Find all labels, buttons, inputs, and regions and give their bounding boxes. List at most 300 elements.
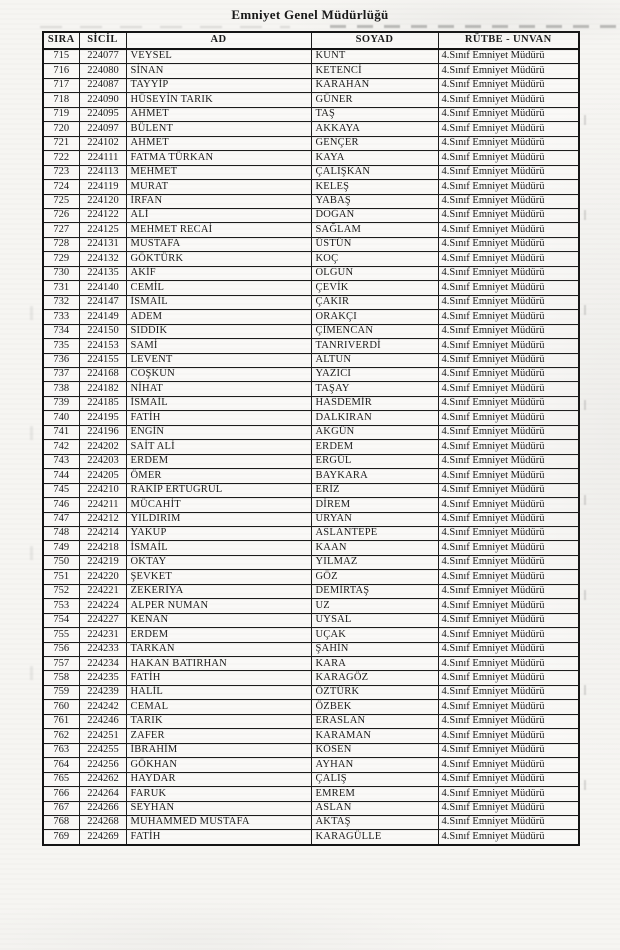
scan-artifact: [40, 26, 290, 28]
cell-sicil: 224221: [79, 584, 126, 598]
cell-sicil: 224224: [79, 599, 126, 613]
cell-rutbe: 4.Sınıf Emniyet Müdürü: [438, 78, 579, 92]
table-row: [43, 237, 579, 251]
cell-soyad: AKKAYA: [311, 122, 438, 136]
table-row: [43, 772, 579, 786]
cell-soyad: KARAGÜLLE: [311, 830, 438, 845]
table-header: [43, 32, 579, 49]
cell-sira: 748: [43, 526, 79, 540]
cell-sira: 723: [43, 165, 79, 179]
table-row: [43, 295, 579, 309]
cell-soyad: KARAMAN: [311, 729, 438, 743]
cell-ad: İSMAİL: [126, 295, 311, 309]
personnel-table: [42, 31, 580, 846]
table-row: [43, 324, 579, 338]
cell-sicil: 224205: [79, 469, 126, 483]
cell-rutbe: 4.Sınıf Emniyet Müdürü: [438, 266, 579, 280]
cell-rutbe: 4.Sınıf Emniyet Müdürü: [438, 469, 579, 483]
cell-sira: 753: [43, 599, 79, 613]
cell-soyad: KETENCİ: [311, 64, 438, 78]
cell-rutbe: 4.Sınıf Emniyet Müdürü: [438, 483, 579, 497]
cell-sira: 765: [43, 772, 79, 786]
cell-sira: 766: [43, 787, 79, 801]
cell-soyad: ÇAKIR: [311, 295, 438, 309]
cell-sira: 769: [43, 830, 79, 845]
scan-artifact: [584, 90, 586, 790]
cell-sicil: 224120: [79, 194, 126, 208]
cell-soyad: ÇİMENCAN: [311, 324, 438, 338]
cell-ad: YILDIRIM: [126, 512, 311, 526]
cell-rutbe: 4.Sınıf Emniyet Müdürü: [438, 252, 579, 266]
cell-ad: ADEM: [126, 310, 311, 324]
cell-sicil: 224220: [79, 570, 126, 584]
cell-sira: 752: [43, 584, 79, 598]
cell-soyad: DOĞAN: [311, 208, 438, 222]
cell-soyad: OLGUN: [311, 266, 438, 280]
cell-sicil: 224196: [79, 425, 126, 439]
cell-rutbe: 4.Sınıf Emniyet Müdürü: [438, 440, 579, 454]
table-row: [43, 194, 579, 208]
table-row: [43, 685, 579, 699]
table-row: [43, 541, 579, 555]
cell-sira: 715: [43, 49, 79, 64]
table-row: [43, 483, 579, 497]
cell-ad: SİNAN: [126, 64, 311, 78]
cell-sicil: 224235: [79, 671, 126, 685]
cell-sicil: 224090: [79, 93, 126, 107]
table-row: [43, 743, 579, 757]
cell-sira: 717: [43, 78, 79, 92]
cell-soyad: DALKIRAN: [311, 411, 438, 425]
table-row: [43, 281, 579, 295]
cell-ad: AHMET: [126, 107, 311, 121]
cell-sicil: 224150: [79, 324, 126, 338]
cell-ad: İRFAN: [126, 194, 311, 208]
cell-sicil: 224077: [79, 49, 126, 64]
cell-sicil: 224212: [79, 512, 126, 526]
cell-soyad: BAYKARA: [311, 469, 438, 483]
scan-artifact: [330, 25, 618, 28]
cell-ad: GÖKTÜRK: [126, 252, 311, 266]
cell-rutbe: 4.Sınıf Emniyet Müdürü: [438, 772, 579, 786]
cell-sira: 750: [43, 555, 79, 569]
cell-ad: OKTAY: [126, 555, 311, 569]
cell-sicil: 224255: [79, 743, 126, 757]
table-row: [43, 382, 579, 396]
cell-sicil: 224246: [79, 714, 126, 728]
cell-sicil: 224087: [79, 78, 126, 92]
table-row: [43, 498, 579, 512]
cell-soyad: ŞAHİN: [311, 642, 438, 656]
cell-soyad: AYHAN: [311, 758, 438, 772]
table-row: [43, 151, 579, 165]
cell-ad: SAMİ: [126, 339, 311, 353]
cell-rutbe: 4.Sınıf Emniyet Müdürü: [438, 382, 579, 396]
cell-sicil: 224242: [79, 700, 126, 714]
cell-sira: 724: [43, 180, 79, 194]
cell-sicil: 224210: [79, 483, 126, 497]
cell-rutbe: 4.Sınıf Emniyet Müdürü: [438, 700, 579, 714]
cell-ad: MÜCAHİT: [126, 498, 311, 512]
table-row: [43, 266, 579, 280]
cell-sicil: 224097: [79, 122, 126, 136]
cell-rutbe: 4.Sınıf Emniyet Müdürü: [438, 454, 579, 468]
cell-rutbe: 4.Sınıf Emniyet Müdürü: [438, 223, 579, 237]
cell-soyad: ERASLAN: [311, 714, 438, 728]
cell-soyad: KUNT: [311, 49, 438, 64]
cell-sicil: 224227: [79, 613, 126, 627]
cell-sira: 721: [43, 136, 79, 150]
cell-sicil: 224219: [79, 555, 126, 569]
cell-sira: 728: [43, 237, 79, 251]
cell-sira: 725: [43, 194, 79, 208]
cell-soyad: YAZICI: [311, 367, 438, 381]
table-row: [43, 599, 579, 613]
cell-sira: 746: [43, 498, 79, 512]
cell-rutbe: 4.Sınıf Emniyet Müdürü: [438, 367, 579, 381]
cell-sicil: 224153: [79, 339, 126, 353]
cell-soyad: ÜSTÜN: [311, 237, 438, 251]
cell-rutbe: 4.Sınıf Emniyet Müdürü: [438, 122, 579, 136]
cell-ad: COŞKUN: [126, 367, 311, 381]
table-row: [43, 165, 579, 179]
cell-sira: 730: [43, 266, 79, 280]
cell-soyad: ALTUN: [311, 353, 438, 367]
cell-rutbe: 4.Sınıf Emniyet Müdürü: [438, 584, 579, 598]
cell-ad: HÜSEYİN TARIK: [126, 93, 311, 107]
cell-ad: HAKAN BATIRHAN: [126, 657, 311, 671]
cell-rutbe: 4.Sınıf Emniyet Müdürü: [438, 613, 579, 627]
table-row: [43, 613, 579, 627]
table-row: [43, 440, 579, 454]
cell-rutbe: 4.Sınıf Emniyet Müdürü: [438, 729, 579, 743]
cell-soyad: TANRIVERDİ: [311, 339, 438, 353]
cell-sira: 759: [43, 685, 79, 699]
cell-rutbe: 4.Sınıf Emniyet Müdürü: [438, 339, 579, 353]
cell-sicil: 224211: [79, 498, 126, 512]
cell-sira: 732: [43, 295, 79, 309]
cell-ad: İSMAİL: [126, 396, 311, 410]
table-body: [43, 49, 579, 845]
cell-ad: VEYSEL: [126, 49, 311, 64]
table-row: [43, 758, 579, 772]
cell-rutbe: 4.Sınıf Emniyet Müdürü: [438, 64, 579, 78]
cell-sicil: 224251: [79, 729, 126, 743]
cell-ad: ALPER NUMAN: [126, 599, 311, 613]
page-title: Emniyet Genel Müdürlüğü: [231, 7, 389, 22]
cell-soyad: TAŞ: [311, 107, 438, 121]
cell-soyad: ERGÜL: [311, 454, 438, 468]
cell-ad: MEHMET: [126, 165, 311, 179]
cell-sira: 719: [43, 107, 79, 121]
cell-rutbe: 4.Sınıf Emniyet Müdürü: [438, 237, 579, 251]
cell-sira: 727: [43, 223, 79, 237]
table-row: [43, 700, 579, 714]
cell-ad: FARUK: [126, 787, 311, 801]
cell-soyad: KARAHAN: [311, 78, 438, 92]
cell-sicil: 224269: [79, 830, 126, 845]
cell-ad: ERDEM: [126, 628, 311, 642]
cell-ad: ŞEVKET: [126, 570, 311, 584]
cell-sira: 739: [43, 396, 79, 410]
cell-sicil: 224131: [79, 237, 126, 251]
table-row: [43, 208, 579, 222]
table-row: [43, 512, 579, 526]
cell-soyad: UYSAL: [311, 613, 438, 627]
cell-rutbe: 4.Sınıf Emniyet Müdürü: [438, 281, 579, 295]
cell-ad: ERDEM: [126, 454, 311, 468]
cell-rutbe: 4.Sınıf Emniyet Müdürü: [438, 685, 579, 699]
cell-ad: FATMA TÜRKAN: [126, 151, 311, 165]
cell-sicil: 224080: [79, 64, 126, 78]
cell-sira: 767: [43, 801, 79, 815]
table-row: [43, 136, 579, 150]
cell-soyad: AKGÜN: [311, 425, 438, 439]
cell-sira: 744: [43, 469, 79, 483]
cell-soyad: KAAN: [311, 541, 438, 555]
cell-rutbe: 4.Sınıf Emniyet Müdürü: [438, 49, 579, 64]
column-header-rutbe: RÜTBE - UNVAN: [438, 32, 579, 49]
cell-rutbe: 4.Sınıf Emniyet Müdürü: [438, 743, 579, 757]
cell-soyad: HASDEMİR: [311, 396, 438, 410]
cell-ad: CEMİL: [126, 281, 311, 295]
cell-soyad: KÖSEN: [311, 743, 438, 757]
cell-soyad: GÖZ: [311, 570, 438, 584]
column-header-ad: AD: [126, 32, 311, 49]
cell-rutbe: 4.Sınıf Emniyet Müdürü: [438, 324, 579, 338]
cell-soyad: ERİZ: [311, 483, 438, 497]
cell-sicil: 224231: [79, 628, 126, 642]
cell-sicil: 224262: [79, 772, 126, 786]
cell-sicil: 224185: [79, 396, 126, 410]
cell-rutbe: 4.Sınıf Emniyet Müdürü: [438, 425, 579, 439]
table-row: [43, 555, 579, 569]
cell-sicil: 224268: [79, 816, 126, 830]
table-row: [43, 78, 579, 92]
cell-sira: 762: [43, 729, 79, 743]
cell-sicil: 224155: [79, 353, 126, 367]
column-header-sicil: SİCİL: [79, 32, 126, 49]
cell-sicil: 224125: [79, 223, 126, 237]
cell-rutbe: 4.Sınıf Emniyet Müdürü: [438, 295, 579, 309]
cell-soyad: ERDEM: [311, 440, 438, 454]
cell-sicil: 224122: [79, 208, 126, 222]
cell-soyad: KELEŞ: [311, 180, 438, 194]
cell-soyad: DEMİRTAŞ: [311, 584, 438, 598]
cell-ad: ENGİN: [126, 425, 311, 439]
table-row: [43, 816, 579, 830]
personnel-table-container: [42, 31, 578, 846]
cell-rutbe: 4.Sınıf Emniyet Müdürü: [438, 353, 579, 367]
table-row: [43, 454, 579, 468]
cell-soyad: DİREM: [311, 498, 438, 512]
cell-soyad: ÇEVİK: [311, 281, 438, 295]
table-row: [43, 570, 579, 584]
cell-soyad: YILMAZ: [311, 555, 438, 569]
table-row: [43, 107, 579, 121]
cell-rutbe: 4.Sınıf Emniyet Müdürü: [438, 801, 579, 815]
cell-rutbe: 4.Sınıf Emniyet Müdürü: [438, 816, 579, 830]
cell-rutbe: 4.Sınıf Emniyet Müdürü: [438, 642, 579, 656]
cell-rutbe: 4.Sınıf Emniyet Müdürü: [438, 787, 579, 801]
cell-rutbe: 4.Sınıf Emniyet Müdürü: [438, 599, 579, 613]
cell-rutbe: 4.Sınıf Emniyet Müdürü: [438, 93, 579, 107]
cell-soyad: KARAGÖZ: [311, 671, 438, 685]
cell-ad: NİHAT: [126, 382, 311, 396]
cell-ad: AHMET: [126, 136, 311, 150]
cell-sira: 763: [43, 743, 79, 757]
cell-sicil: 224195: [79, 411, 126, 425]
cell-soyad: UZ: [311, 599, 438, 613]
cell-ad: RAKİP ERTUĞRUL: [126, 483, 311, 497]
cell-sira: 754: [43, 613, 79, 627]
cell-ad: MURAT: [126, 180, 311, 194]
cell-sira: 757: [43, 657, 79, 671]
cell-ad: MUHAMMED MUSTAFA: [126, 816, 311, 830]
cell-rutbe: 4.Sınıf Emniyet Müdürü: [438, 570, 579, 584]
cell-ad: ZAFER: [126, 729, 311, 743]
cell-sicil: 224113: [79, 165, 126, 179]
cell-rutbe: 4.Sınıf Emniyet Müdürü: [438, 758, 579, 772]
cell-sira: 761: [43, 714, 79, 728]
table-row: [43, 93, 579, 107]
cell-soyad: UÇAK: [311, 628, 438, 642]
cell-rutbe: 4.Sınıf Emniyet Müdürü: [438, 628, 579, 642]
cell-sira: 742: [43, 440, 79, 454]
cell-sira: 740: [43, 411, 79, 425]
table-row: [43, 830, 579, 845]
cell-soyad: AKTAŞ: [311, 816, 438, 830]
table-header-row: [43, 32, 579, 49]
cell-sira: 741: [43, 425, 79, 439]
cell-soyad: KAYA: [311, 151, 438, 165]
cell-sira: 731: [43, 281, 79, 295]
cell-sira: 722: [43, 151, 79, 165]
cell-sicil: 224218: [79, 541, 126, 555]
cell-sicil: 224132: [79, 252, 126, 266]
table-row: [43, 310, 579, 324]
cell-ad: LEVENT: [126, 353, 311, 367]
cell-sira: 737: [43, 367, 79, 381]
cell-rutbe: 4.Sınıf Emniyet Müdürü: [438, 671, 579, 685]
cell-rutbe: 4.Sınıf Emniyet Müdürü: [438, 151, 579, 165]
cell-rutbe: 4.Sınıf Emniyet Müdürü: [438, 310, 579, 324]
table-row: [43, 223, 579, 237]
cell-sira: 735: [43, 339, 79, 353]
cell-ad: ZEKERİYA: [126, 584, 311, 598]
cell-rutbe: 4.Sınıf Emniyet Müdürü: [438, 180, 579, 194]
cell-soyad: ASLANTEPE: [311, 526, 438, 540]
column-header-sira: SIRA: [43, 32, 79, 49]
cell-rutbe: 4.Sınıf Emniyet Müdürü: [438, 165, 579, 179]
cell-ad: MUSTAFA: [126, 237, 311, 251]
cell-ad: CEMAL: [126, 700, 311, 714]
cell-ad: GÖKHAN: [126, 758, 311, 772]
cell-ad: MEHMET RECAİ: [126, 223, 311, 237]
cell-sicil: 224256: [79, 758, 126, 772]
table-row: [43, 714, 579, 728]
table-row: [43, 787, 579, 801]
table-row: [43, 252, 579, 266]
cell-soyad: TAŞAY: [311, 382, 438, 396]
table-row: [43, 671, 579, 685]
cell-soyad: ÖZBEK: [311, 700, 438, 714]
cell-sira: 718: [43, 93, 79, 107]
cell-soyad: GÜNER: [311, 93, 438, 107]
cell-soyad: ÇALIŞ: [311, 772, 438, 786]
cell-ad: FATİH: [126, 411, 311, 425]
cell-ad: ALİ: [126, 208, 311, 222]
cell-sicil: 224119: [79, 180, 126, 194]
cell-ad: HALİL: [126, 685, 311, 699]
cell-sicil: 224168: [79, 367, 126, 381]
table-row: [43, 49, 579, 64]
cell-ad: HAYDAR: [126, 772, 311, 786]
cell-sicil: 224233: [79, 642, 126, 656]
table-row: [43, 425, 579, 439]
table-row: [43, 628, 579, 642]
cell-sira: 720: [43, 122, 79, 136]
cell-sira: 729: [43, 252, 79, 266]
cell-soyad: ORAKÇI: [311, 310, 438, 324]
cell-soyad: KARA: [311, 657, 438, 671]
cell-sira: 758: [43, 671, 79, 685]
cell-rutbe: 4.Sınıf Emniyet Müdürü: [438, 396, 579, 410]
cell-sira: 734: [43, 324, 79, 338]
cell-soyad: ASLAN: [311, 801, 438, 815]
cell-soyad: SAĞLAM: [311, 223, 438, 237]
table-row: [43, 642, 579, 656]
cell-soyad: EMREM: [311, 787, 438, 801]
cell-sicil: 224202: [79, 440, 126, 454]
cell-ad: İSMAİL: [126, 541, 311, 555]
cell-sicil: 224149: [79, 310, 126, 324]
cell-sira: 738: [43, 382, 79, 396]
cell-sira: 764: [43, 758, 79, 772]
cell-sicil: 224135: [79, 266, 126, 280]
cell-rutbe: 4.Sınıf Emniyet Müdürü: [438, 830, 579, 845]
cell-ad: TARIK: [126, 714, 311, 728]
cell-soyad: URYAN: [311, 512, 438, 526]
cell-rutbe: 4.Sınıf Emniyet Müdürü: [438, 107, 579, 121]
cell-rutbe: 4.Sınıf Emniyet Müdürü: [438, 498, 579, 512]
cell-ad: BÜLENT: [126, 122, 311, 136]
cell-sira: 743: [43, 454, 79, 468]
cell-sicil: 224147: [79, 295, 126, 309]
column-header-soyad: SOYAD: [311, 32, 438, 49]
cell-ad: FATİH: [126, 671, 311, 685]
cell-ad: TAYYİP: [126, 78, 311, 92]
cell-sicil: 224095: [79, 107, 126, 121]
cell-rutbe: 4.Sınıf Emniyet Müdürü: [438, 194, 579, 208]
cell-ad: SAİT ALİ: [126, 440, 311, 454]
cell-sira: 760: [43, 700, 79, 714]
cell-sicil: 224203: [79, 454, 126, 468]
table-row: [43, 526, 579, 540]
cell-rutbe: 4.Sınıf Emniyet Müdürü: [438, 208, 579, 222]
cell-rutbe: 4.Sınıf Emniyet Müdürü: [438, 714, 579, 728]
cell-rutbe: 4.Sınıf Emniyet Müdürü: [438, 526, 579, 540]
cell-ad: AKİF: [126, 266, 311, 280]
cell-sicil: 224239: [79, 685, 126, 699]
table-row: [43, 584, 579, 598]
cell-sicil: 224111: [79, 151, 126, 165]
cell-sira: 768: [43, 816, 79, 830]
cell-ad: KENAN: [126, 613, 311, 627]
cell-ad: YAKUP: [126, 526, 311, 540]
cell-sicil: 224102: [79, 136, 126, 150]
table-row: [43, 353, 579, 367]
